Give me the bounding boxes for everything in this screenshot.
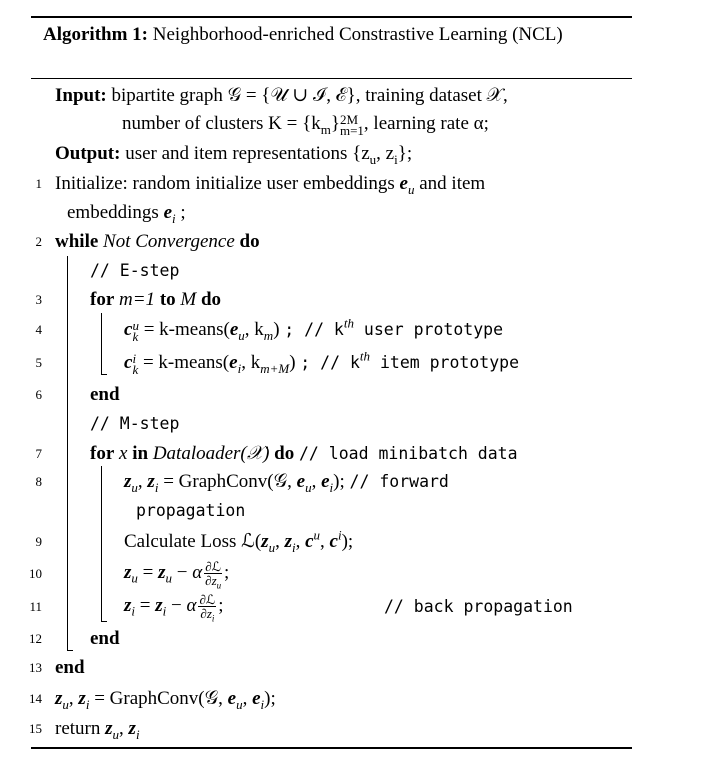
dataloader: Dataloader(𝒳) xyxy=(152,443,270,464)
input-line-1 xyxy=(55,84,508,108)
kmeans-args-user: , k xyxy=(244,319,264,340)
init-text-3: embeddings xyxy=(67,202,164,223)
for-var: x xyxy=(119,443,128,464)
input-text: bipartite graph 𝒢 = {𝒰 ∪ ℐ, ℰ}, training dataset 𝒳, xyxy=(111,85,508,106)
th-sup-item: th xyxy=(359,348,371,364)
kmeans-args-item: , k xyxy=(241,352,261,373)
th-sup-user: th xyxy=(343,315,354,331)
algorithm-caption xyxy=(43,20,603,49)
output-text: user and item representations {z xyxy=(125,143,370,164)
mstep-comment: // M-step xyxy=(90,414,180,433)
for-keyword-2: for xyxy=(90,443,115,464)
for-condition-1: m=1 xyxy=(119,289,156,310)
line-8: $z_u$, $z_i$ = GraphConv(𝒢, $e_u$, $e_i$); // forward xyxy=(124,471,449,495)
input-clusters-a: number of clusters K = {k xyxy=(122,113,321,134)
init-text-2: and item xyxy=(414,173,486,194)
line-10: $z_u = z_u - \alpha$ $\frac{\text{∂ℒ}}{\partial z_u}$ ; xyxy=(124,559,230,591)
line-11: $z_i = z_i - \alpha$ $\frac{\text{∂ℒ}}{\partial z_i}$ ; xyxy=(124,592,224,624)
line-2 xyxy=(55,230,260,254)
line-number-1: 1 xyxy=(35,176,42,191)
line-number-11: 11 xyxy=(29,599,42,614)
end-keyword-1: end xyxy=(90,384,120,405)
end-keyword-3: end xyxy=(55,657,85,678)
line-3 xyxy=(90,288,221,312)
line-12 xyxy=(90,627,120,651)
for-keyword-1: for xyxy=(90,289,115,310)
estep-comment: // E-step xyxy=(90,261,180,280)
line-1 xyxy=(55,172,485,196)
line-9: Calculate Loss $ℒ(z_u$, $z_i$, $c^u$, $c^i$); xyxy=(124,527,354,555)
line-number-9: 9 xyxy=(35,534,42,549)
to-keyword: to xyxy=(159,289,176,310)
output-end: }; xyxy=(397,143,413,164)
minibatch-comment: // load minibatch data xyxy=(299,444,518,463)
algorithm-title: Neighborhood-enriched Constrastive Learning (NCL) xyxy=(152,24,563,45)
line-5: c i k = $k-means(e_i$, $k_{m+M}$) ; // $k^{th}$ item prototype xyxy=(124,348,520,377)
kmeans-eq-item: = k-means( xyxy=(138,352,230,373)
kmeans-comment-item: ; // k xyxy=(300,353,360,372)
forward-comment: // forward xyxy=(349,472,449,491)
line-number-6: 6 xyxy=(35,387,42,402)
output-line xyxy=(55,142,412,166)
input-clusters-sub: m xyxy=(320,121,331,137)
user-prototype-comment: user prototype xyxy=(354,320,504,339)
init-e2: e xyxy=(163,202,173,223)
in-keyword: in xyxy=(132,443,149,464)
line-14: $z_u$, $z_i$ = GraphConv(𝒢, $e_u$, $e_i$); xyxy=(55,688,276,712)
line-15: return $z_u$, $z_i$ xyxy=(55,718,140,742)
algorithm-label: Algorithm 1: xyxy=(43,24,149,45)
end-keyword-2: end xyxy=(90,628,120,649)
line-number-3: 3 xyxy=(35,292,42,307)
init-e: e xyxy=(399,173,408,194)
line-4: c u k = $k-means(e_u$, $k_m$) ; // $k^{th}$ user prototype xyxy=(124,315,504,344)
line-8-cont: propagation xyxy=(136,501,246,520)
for-limit: M xyxy=(180,289,197,310)
graphconv-eq: = GraphConv(𝒢, xyxy=(158,471,297,492)
line-number-2: 2 xyxy=(35,234,42,249)
line-number-5: 5 xyxy=(35,355,42,370)
caption-rule xyxy=(31,78,632,79)
line-7 xyxy=(90,442,518,466)
line-1-cont xyxy=(67,201,186,225)
init-text: Initialize: random initialize user embeddings xyxy=(55,173,400,194)
top-rule xyxy=(31,16,632,18)
bottom-rule xyxy=(31,747,632,749)
while-block-bar xyxy=(67,256,68,651)
input-clusters-sub2: m=1 xyxy=(339,122,364,138)
init-end: ; xyxy=(175,202,186,223)
input-label: Input: xyxy=(55,85,107,106)
line-number-10: 10 xyxy=(29,566,42,581)
line-number-7: 7 xyxy=(35,446,42,461)
for2-block-bar xyxy=(101,466,102,622)
output-mid: , z xyxy=(376,143,395,164)
init-i: i xyxy=(172,210,176,226)
line-13 xyxy=(55,656,85,680)
calc-loss: Calculate Loss ℒ( xyxy=(124,531,262,552)
line-number-4: 4 xyxy=(35,322,42,337)
input-clusters-sup: 2M xyxy=(339,111,359,127)
line-number-13: 13 xyxy=(29,660,42,675)
line-number-14: 14 xyxy=(29,691,42,706)
for1-block-bar xyxy=(101,313,102,375)
return-keyword: return xyxy=(55,718,106,739)
output-label: Output: xyxy=(55,143,121,164)
do-keyword: do xyxy=(239,231,260,252)
back-propagation-comment: // back propagation xyxy=(384,597,573,616)
do-keyword-3: do xyxy=(274,443,295,464)
input-lr: , learning rate α; xyxy=(363,113,489,134)
line-number-8: 8 xyxy=(35,474,42,489)
output-sub-i: i xyxy=(394,151,398,167)
kmeans-eq-user: = k-means( xyxy=(138,319,230,340)
line-number-12: 12 xyxy=(29,631,42,646)
input-clusters-b: } xyxy=(330,113,340,134)
final-graphconv-eq: = GraphConv(𝒢, xyxy=(89,688,228,709)
kmeans-comment-user: ; // k xyxy=(284,320,344,339)
while-keyword: while xyxy=(55,231,99,252)
line-6 xyxy=(90,383,120,407)
output-sub-u: u xyxy=(369,151,377,167)
init-u: u xyxy=(407,181,415,197)
input-line-2 xyxy=(122,112,489,136)
line-number-15: 15 xyxy=(29,721,42,736)
do-keyword-2: do xyxy=(200,289,222,310)
item-prototype-comment: item prototype xyxy=(370,353,520,372)
while-condition: Not Convergence xyxy=(103,231,235,252)
